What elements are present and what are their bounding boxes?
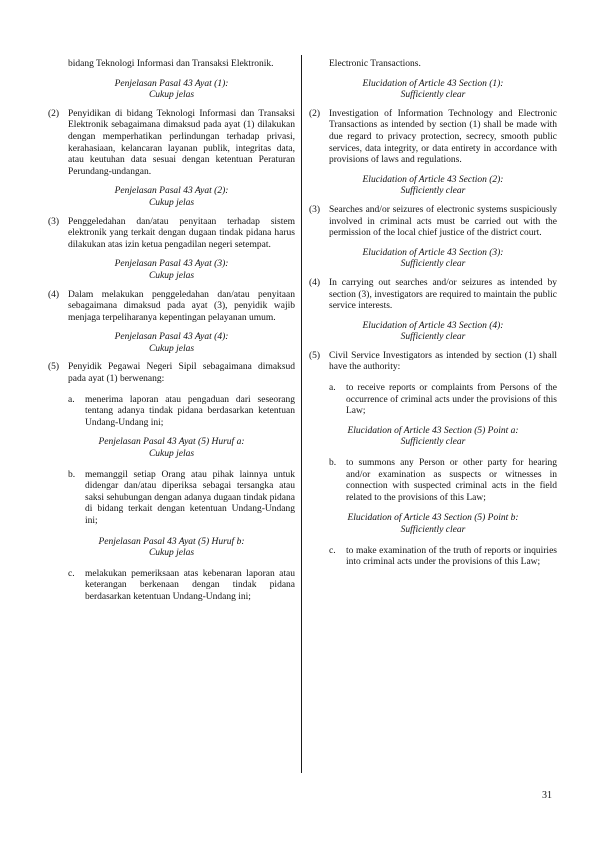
elucidation-block bbox=[48, 79, 295, 102]
numbered-section bbox=[309, 205, 557, 240]
point-text: memanggil setiap Orang atau pihak lainnya untuk didengar dan/atau diperiksa sebagai tersangka atau saksi sehubungan dengan adanya dugaan tindak pidana di bidang terkait dengan ketentuan Undang-Undang ini; bbox=[85, 469, 295, 526]
elucidation-note: Cukup jelas bbox=[148, 197, 195, 208]
elucidation-block bbox=[48, 437, 295, 460]
elucidation-heading: Elucidation of Article 43 Section (1): bbox=[362, 78, 504, 89]
numbered-section bbox=[48, 362, 295, 385]
elucidation-note: Sufficiently clear bbox=[400, 525, 466, 535]
point-letter: c. bbox=[329, 545, 336, 556]
lettered-point bbox=[329, 458, 557, 504]
point-text: menerima laporan atau pengaduan dari seseorang tentang adanya tindak pidana berdasarkan ketentuan Undang-Undang ini; bbox=[85, 394, 295, 428]
section-number: (2) bbox=[309, 108, 321, 119]
section-text: Civil Service Investigators as intended by section (1) shall have the authority: bbox=[329, 350, 557, 373]
numbered-section bbox=[48, 109, 295, 179]
elucidation-block bbox=[309, 426, 557, 449]
elucidation-block bbox=[309, 79, 557, 102]
point-text: to make examination of the truth of reports or inquiries into criminal acts under the provisions of this Law; bbox=[346, 545, 557, 568]
elucidation-block bbox=[48, 332, 295, 355]
english-column bbox=[309, 59, 557, 569]
elucidation-block bbox=[48, 186, 295, 209]
point-letter: b. bbox=[68, 469, 76, 480]
lettered-point bbox=[329, 383, 557, 418]
elucidation-heading: Penjelasan Pasal 43 Ayat (5) Huruf b: bbox=[98, 536, 245, 547]
elucidation-block bbox=[309, 321, 557, 344]
elucidation-heading: Elucidation of Article 43 Section (3): bbox=[362, 247, 504, 258]
elucidation-heading: Elucidation of Article 43 Section (5) Point a: bbox=[347, 425, 519, 436]
elucidation-block bbox=[309, 175, 557, 198]
section-number: (5) bbox=[309, 350, 321, 361]
lettered-point bbox=[68, 395, 295, 430]
elucidation-note: Cukup jelas bbox=[148, 270, 195, 281]
elucidation-block bbox=[48, 259, 295, 282]
elucidation-note: Cukup jelas bbox=[148, 90, 195, 101]
point-letter: a. bbox=[329, 383, 336, 394]
section-number: (4) bbox=[48, 289, 60, 300]
page-number: 31 bbox=[542, 790, 552, 801]
numbered-section bbox=[309, 278, 557, 313]
point-text: to summons any Person or other party for hearing and/or examination as suspects or witnesses in connection with suspected criminal acts in the field related to the provisions of this Law; bbox=[346, 458, 557, 503]
numbered-section bbox=[48, 290, 295, 325]
point-text: to receive reports or complaints from Persons of the occurrence of criminal acts under the provisions of this Law; bbox=[346, 383, 557, 417]
section-text: Dalam melakukan penggeledahan dan/atau penyitaan sebagaimana dimaksud pada ayat (3), penyidik wajib menjaga terpeliharanya kepentingan pelayanan umum. bbox=[68, 289, 295, 323]
elucidation-heading: Elucidation of Article 43 Section (4): bbox=[362, 320, 504, 331]
numbered-section bbox=[309, 109, 557, 167]
elucidation-note: Sufficiently clear bbox=[400, 186, 466, 197]
elucidation-heading: Penjelasan Pasal 43 Ayat (2): bbox=[114, 186, 229, 197]
lettered-point bbox=[68, 569, 295, 604]
indonesian-column bbox=[48, 59, 295, 604]
section-text: Searches and/or seizures of electronic systems suspiciously involved in criminal acts must be carried out with the permission of the local chief justice of the district court. bbox=[329, 204, 557, 239]
section-text: Penyidikan di bidang Teknologi Informasi dan Transaksi Elektronik sebagaimana dimaksud pada ayat (1) dilakukan dengan memperhatikan perlindungan terhadap privasi, kerahasiaan, kelancaran layanan publik, integritas data, atau keutuhan data sesuai dengan ketentuan Peraturan Perundang-undangan. bbox=[68, 108, 295, 177]
column-divider bbox=[301, 55, 302, 773]
lettered-point bbox=[329, 546, 557, 569]
elucidation-note: Cukup jelas bbox=[148, 343, 195, 354]
point-letter: a. bbox=[68, 394, 75, 405]
elucidation-heading: Penjelasan Pasal 43 Ayat (5) Huruf a: bbox=[98, 437, 245, 448]
elucidation-heading: Penjelasan Pasal 43 Ayat (1): bbox=[114, 78, 229, 89]
elucidation-heading: Penjelasan Pasal 43 Ayat (3): bbox=[114, 259, 229, 270]
elucidation-heading: Elucidation of Article 43 Section (2): bbox=[362, 174, 504, 185]
intro-text: bidang Teknologi Informasi dan Transaksi Elektronik. bbox=[68, 59, 274, 69]
elucidation-block bbox=[48, 537, 295, 560]
lettered-point bbox=[68, 470, 295, 528]
elucidation-note: Sufficiently clear bbox=[400, 90, 466, 101]
elucidation-block bbox=[309, 513, 557, 536]
section-text: Penggeledahan dan/atau penyitaan terhadap sistem elektronik yang terkait dengan dugaan tindak pidana harus dilakukan atas izin ketua pengadilan negeri setempat. bbox=[68, 216, 295, 250]
section-text: Penyidik Pegawai Negeri Sipil sebagaimana dimaksud pada ayat (1) berwenang: bbox=[68, 362, 295, 385]
section-number: (5) bbox=[48, 362, 60, 373]
elucidation-note: Sufficiently clear bbox=[400, 437, 466, 448]
section-number: (4) bbox=[309, 277, 321, 288]
section-text: Investigation of Information Technology and Electronic Transactions as intended by section (1) shall be made with due regard to privacy protection, secrecy, smooth public services, data integrity, or data entirety in accordance with provisions of laws and regulations. bbox=[329, 108, 557, 166]
elucidation-note: Cukup jelas bbox=[148, 548, 195, 559]
numbered-section bbox=[309, 351, 557, 374]
elucidation-note: Sufficiently clear bbox=[400, 259, 466, 270]
elucidation-note: Cukup jelas bbox=[148, 449, 195, 460]
section-number: (3) bbox=[48, 216, 60, 227]
point-letter: c. bbox=[68, 568, 75, 579]
elucidation-note: Sufficiently clear bbox=[400, 332, 466, 343]
elucidation-block bbox=[309, 248, 557, 271]
point-text: melakukan pemeriksaan atas kebenaran laporan atau keterangan berkenaan dengan tindak pidana berdasarkan ketentuan Undang-Undang ini; bbox=[85, 568, 295, 602]
intro-text: Electronic Transactions. bbox=[329, 59, 421, 69]
numbered-section bbox=[48, 217, 295, 252]
elucidation-heading: Penjelasan Pasal 43 Ayat (4): bbox=[114, 332, 229, 343]
point-letter: b. bbox=[329, 458, 337, 469]
section-text: In carrying out searches and/or seizures as intended by section (3), investigators are required to maintain the public service interests. bbox=[329, 277, 557, 312]
elucidation-heading: Elucidation of Article 43 Section (5) Point b: bbox=[347, 513, 519, 524]
section-number: (3) bbox=[309, 204, 321, 215]
section-number: (2) bbox=[48, 108, 60, 119]
